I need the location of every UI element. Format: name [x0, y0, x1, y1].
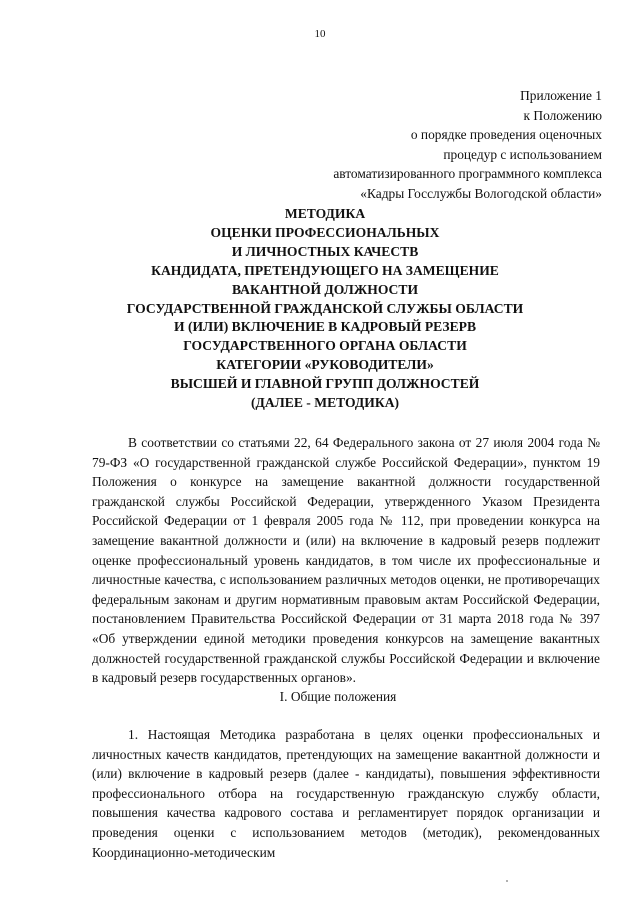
title-line: МЕТОДИКА	[284, 206, 366, 221]
appendix-line: процедур с использованием	[443, 146, 602, 162]
section-heading: I. Общие положения	[279, 689, 397, 704]
appendix-line: автоматизированного программного комплекса	[333, 166, 602, 182]
title-line: ГОСУДАРСТВЕННОГО ОРГАНА ОБЛАСТИ	[183, 338, 467, 354]
scan-artifact	[506, 880, 508, 882]
title-line: И ЛИЧНОСТНЫХ КАЧЕСТВ	[231, 243, 419, 259]
appendix-header	[333, 86, 602, 204]
appendix-line: о порядке проведения оценочных	[410, 127, 602, 143]
appendix-line: Приложение 1	[520, 88, 602, 103]
intro-paragraph: В соответствии со статьями 22, 64 Федерального закона от 27 июля 2004 года № 79-ФЗ «О государственной гражданской службе Российской Федерации», пунктом 19 Положения о конкурсе на замещение вакантной должности государственной гражданской службы Российской Федерации, утвержденного Указом Президента Российской Федерации от 1 февраля 2005 года № 112, при проведении конкурса на замещение вакантной должности и (или) на включение в кадровый резерв подлежит оценке профессиональный уровень кандидатов, в том числе их профессиональные и личностные качества, с использованием различных методов оценки, не противоречащих федеральным законам и другим нормативным правовым актам Российской Федерации, постановлением Правительства Российской Федерации от 31 марта 2018 года № 397 «Об утверждении единой методики проведения конкурсов на замещение вакантных должностей государственной гражданской службы Российской Федерации и включение в кадровый резерв государственных органов».	[92, 435, 600, 686]
section-paragraph: 1. Настоящая Методика разработана в целях оценки профессиональных и личностных качеств кандидатов, претендующих на замещение вакантной должности и (или) включение в кадровый резерв (далее - кандидаты), повышения эффективности профессионального отбора на государственную гражданскую службу области, повышения качества кадрового состава и регламентирует порядок организации и проведения оценки с использованием методов (методик), рекомендованных Координационно-методическим	[92, 727, 600, 860]
title-line: (ДАЛЕЕ - МЕТОДИКА)	[250, 395, 400, 411]
title-line: КАНДИДАТА, ПРЕТЕНДУЮЩЕГО НА ЗАМЕЩЕНИЕ	[151, 262, 499, 278]
title-line: КАТЕГОРИИ «РУКОВОДИТЕЛИ»	[216, 357, 434, 373]
title-line: ВАКАНТНОЙ ДОЛЖНОСТИ	[231, 281, 419, 297]
title-line: И (ИЛИ) ВКЛЮЧЕНИЕ В КАДРОВЫЙ РЕЗЕРВ	[173, 319, 477, 335]
title-line: ВЫСШЕЙ И ГЛАВНОЙ ГРУПП ДОЛЖНОСТЕЙ	[170, 376, 480, 392]
appendix-line: к Положению	[523, 107, 602, 123]
title-line: ОЦЕНКИ ПРОФЕССИОНАЛЬНЫХ	[210, 224, 440, 240]
page-number: 10	[314, 28, 326, 40]
appendix-line: «Кадры Госслужбы Вологодской области»	[360, 185, 602, 201]
title-line: ГОСУДАРСТВЕННОЙ ГРАЖДАНСКОЙ СЛУЖБЫ ОБЛАСТИ	[126, 300, 524, 316]
document-title	[60, 205, 590, 413]
